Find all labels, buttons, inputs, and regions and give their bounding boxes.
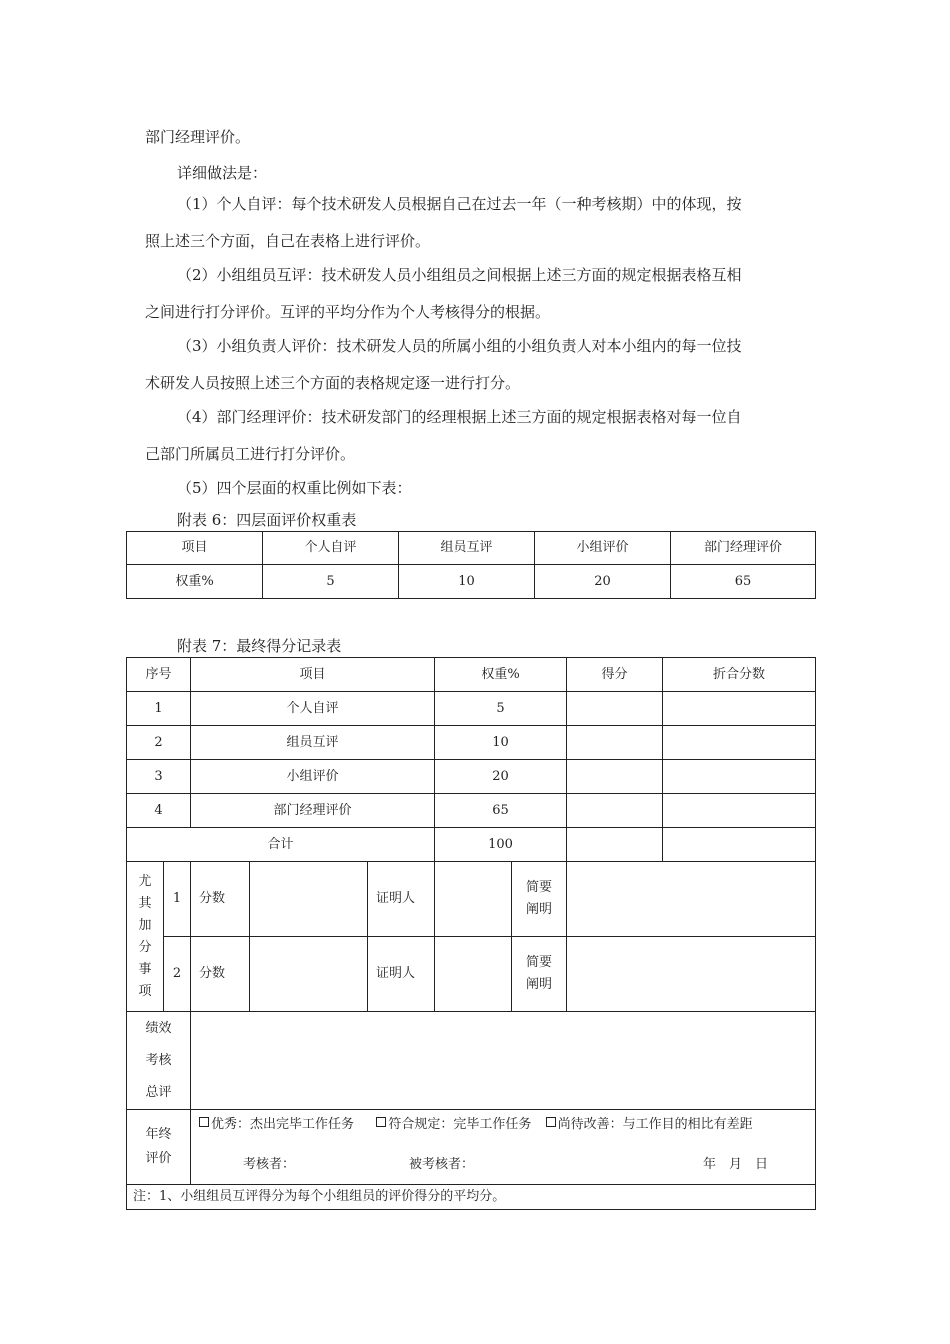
score-cell[interactable] (567, 828, 663, 862)
row-weight: 5 (435, 692, 567, 726)
bonus-score-input[interactable] (250, 937, 368, 1012)
score-table-header: 项目 (191, 658, 435, 692)
score-cell[interactable] (567, 760, 663, 794)
year-end-content (191, 1110, 816, 1185)
weight-table-cell: 65 (671, 565, 816, 599)
row-weight: 65 (435, 794, 567, 828)
paragraph-peer-eval-line2: 之间进行打分评价。互评的平均分作为个人考核得分的根据。 (145, 303, 551, 321)
row-number: 2 (127, 726, 191, 760)
row-number: 3 (127, 760, 191, 794)
score-table-header: 折合分数 (663, 658, 816, 692)
weight-table-header: 项目 (127, 532, 263, 565)
option-compliant[interactable]: 符合规定：完毕工作任务 (376, 1117, 531, 1132)
row-number: 4 (127, 794, 191, 828)
bonus-score-label: 分数 (191, 937, 250, 1012)
bonus-brief-input[interactable] (567, 862, 816, 937)
score-cell[interactable] (567, 692, 663, 726)
weight-table (126, 531, 816, 599)
weight-table-header: 部门经理评价 (671, 532, 816, 565)
checkbox-icon (376, 1117, 386, 1127)
paragraph-peer-eval-line1: （2）小组组员互评：技术研发人员小组组员之间根据上述三方面的规定根据表格互相 (177, 266, 742, 284)
weight-table-cell: 5 (263, 565, 399, 599)
row-weight: 20 (435, 760, 567, 794)
paragraph-weight-intro: （5）四个层面的权重比例如下表： (177, 479, 412, 497)
weight-table-header: 小组评价 (535, 532, 671, 565)
table-note: 注：1、小组组员互评得分为每个小组组员的评价得分的平均分。 (127, 1185, 816, 1210)
converted-score-cell[interactable] (663, 726, 816, 760)
converted-score-cell[interactable] (663, 794, 816, 828)
score-table-header: 序号 (127, 658, 191, 692)
table-row (127, 726, 816, 760)
bonus-number: 1 (164, 862, 191, 937)
table7-caption: 附表 7：最终得分记录表 (177, 637, 342, 655)
paragraph-self-eval-line1: （1）个人自评：每个技术研发人员根据自己在过去一年（一种考核期）中的体现，按 (177, 195, 742, 213)
bonus-row-2 (127, 937, 816, 1012)
final-score-table (126, 657, 816, 1210)
weight-table-cell: 权重% (127, 565, 263, 599)
year-end-row (127, 1110, 816, 1185)
row-item: 部门经理评价 (191, 794, 435, 828)
paragraph-manager-eval-line2: 己部门所属员工进行打分评价。 (145, 445, 356, 463)
weight-table-cell: 20 (535, 565, 671, 599)
total-row (127, 828, 816, 862)
converted-score-cell[interactable] (663, 692, 816, 726)
row-item: 个人自评 (191, 692, 435, 726)
paragraph-leader-eval-line1: （3）小组负责人评价：技术研发人员的所属小组的小组负责人对本小组内的每一位技 (177, 337, 742, 355)
converted-score-cell[interactable] (663, 760, 816, 794)
row-weight: 10 (435, 726, 567, 760)
bonus-brief-label: 简要 阐明 (512, 862, 567, 937)
paragraph-manager-eval-line1: （4）部门经理评价：技术研发部门的经理根据上述三方面的规定根据表格对每一位自 (177, 408, 742, 426)
score-cell[interactable] (567, 794, 663, 828)
option-excellent[interactable]: 优秀：杰出完毕工作任务 (199, 1117, 354, 1132)
bonus-row-1 (127, 862, 816, 937)
option-improve[interactable]: 尚待改善：与工作目的相比有差距 (546, 1117, 753, 1132)
score-table-header: 权重% (435, 658, 567, 692)
row-item: 组员互评 (191, 726, 435, 760)
table-row (127, 760, 816, 794)
bonus-witness-input[interactable] (435, 862, 512, 937)
bonus-score-input[interactable] (250, 862, 368, 937)
bonus-witness-input[interactable] (435, 937, 512, 1012)
paragraph-self-eval-line2: 照上述三个方面，自己在表格上进行评价。 (145, 232, 431, 250)
weight-table-cell: 10 (399, 565, 535, 599)
paragraph-method-heading: 详细做法是： (177, 164, 268, 182)
row-item: 小组评价 (191, 760, 435, 794)
score-cell[interactable] (567, 726, 663, 760)
year-end-label: 年终 评价 (127, 1110, 191, 1185)
assessee-label: 被考核者： (409, 1157, 475, 1172)
weight-table-header: 组员互评 (399, 532, 535, 565)
bonus-witness-label: 证明人 (368, 937, 435, 1012)
checkbox-icon (199, 1117, 209, 1127)
table-row (127, 794, 816, 828)
row-number: 1 (127, 692, 191, 726)
bonus-label: 尤 其 加 分 事 项 (127, 862, 164, 1012)
table-row (127, 692, 816, 726)
bonus-witness-label: 证明人 (368, 862, 435, 937)
total-label: 合计 (127, 828, 435, 862)
score-table-header: 得分 (567, 658, 663, 692)
converted-score-cell[interactable] (663, 828, 816, 862)
note-row (127, 1185, 816, 1210)
table6-caption: 附表 6：四层面评价权重表 (177, 511, 357, 529)
assessor-label: 考核者： (243, 1157, 296, 1172)
bonus-number: 2 (164, 937, 191, 1012)
date-label: 年 月 日 (703, 1157, 769, 1172)
summary-input[interactable] (191, 1012, 816, 1110)
bonus-brief-input[interactable] (567, 937, 816, 1012)
weight-table-header: 个人自评 (263, 532, 399, 565)
summary-label: 绩效 考核 总评 (127, 1012, 191, 1110)
bonus-brief-label: 简要 阐明 (512, 937, 567, 1012)
paragraph-leader-eval-line2: 术研发人员按照上述三个方面的表格规定逐一进行打分。 (145, 374, 521, 392)
paragraph-intro-end: 部门经理评价。 (145, 128, 251, 146)
checkbox-icon (546, 1117, 556, 1127)
summary-row (127, 1012, 816, 1110)
total-weight: 100 (435, 828, 567, 862)
bonus-score-label: 分数 (191, 862, 250, 937)
